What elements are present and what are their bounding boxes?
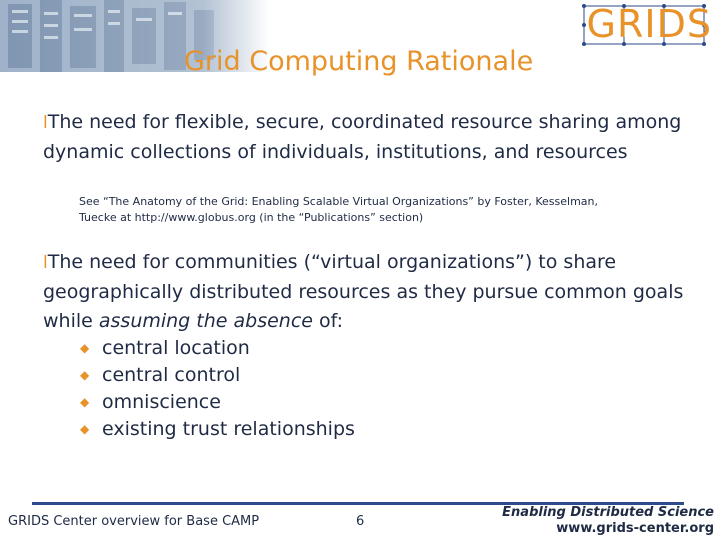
list-item	[80, 416, 355, 443]
assumptions-list	[80, 335, 355, 443]
footer-url: www.grids-center.org	[556, 521, 714, 536]
bullet-paragraph-1	[43, 108, 703, 167]
diamond-bullet-icon: ◆	[80, 368, 90, 382]
footer-branding	[502, 505, 714, 537]
grids-logo-text: GRIDS	[586, 2, 712, 46]
list-item	[80, 362, 355, 389]
page-number: 6	[356, 514, 365, 529]
diamond-bullet-icon: ◆	[80, 422, 90, 436]
diamond-bullet-icon: ◆	[80, 341, 90, 355]
list-item	[80, 389, 355, 416]
list-item-text: central control	[102, 364, 241, 386]
round-bullet-icon: l	[43, 253, 48, 273]
paragraph-2-text: The need for communities (“virtual organizations”) to share geographically distributed resources as they pursue common goals while	[43, 251, 684, 332]
paragraph-1-text: The need for flexible, secure, coordinated resource sharing among dynamic collections of individuals, institutions, and resources	[43, 111, 682, 163]
list-item	[80, 335, 355, 362]
footer-tagline: Enabling Distributed Science	[502, 505, 714, 520]
round-bullet-icon: l	[43, 113, 48, 133]
footer-caption: GRIDS Center overview for Base CAMP	[8, 514, 260, 529]
paragraph-2-emphasis: assuming the absence	[98, 310, 313, 332]
diamond-bullet-icon: ◆	[80, 395, 90, 409]
list-item-text: omniscience	[102, 391, 221, 413]
slide-title: Grid Computing Rationale	[184, 46, 534, 77]
list-item-text: existing trust relationships	[102, 418, 355, 440]
paragraph-2-ending: of:	[312, 310, 344, 332]
reference-note: See “The Anatomy of the Grid: Enabling Scalable Virtual Organizations” by Foster, Kesselman, Tuecke at http://www.globus.org (in the “Publications” section)	[79, 195, 598, 224]
bullet-paragraph-2	[43, 248, 703, 336]
list-item-text: central location	[102, 337, 250, 359]
